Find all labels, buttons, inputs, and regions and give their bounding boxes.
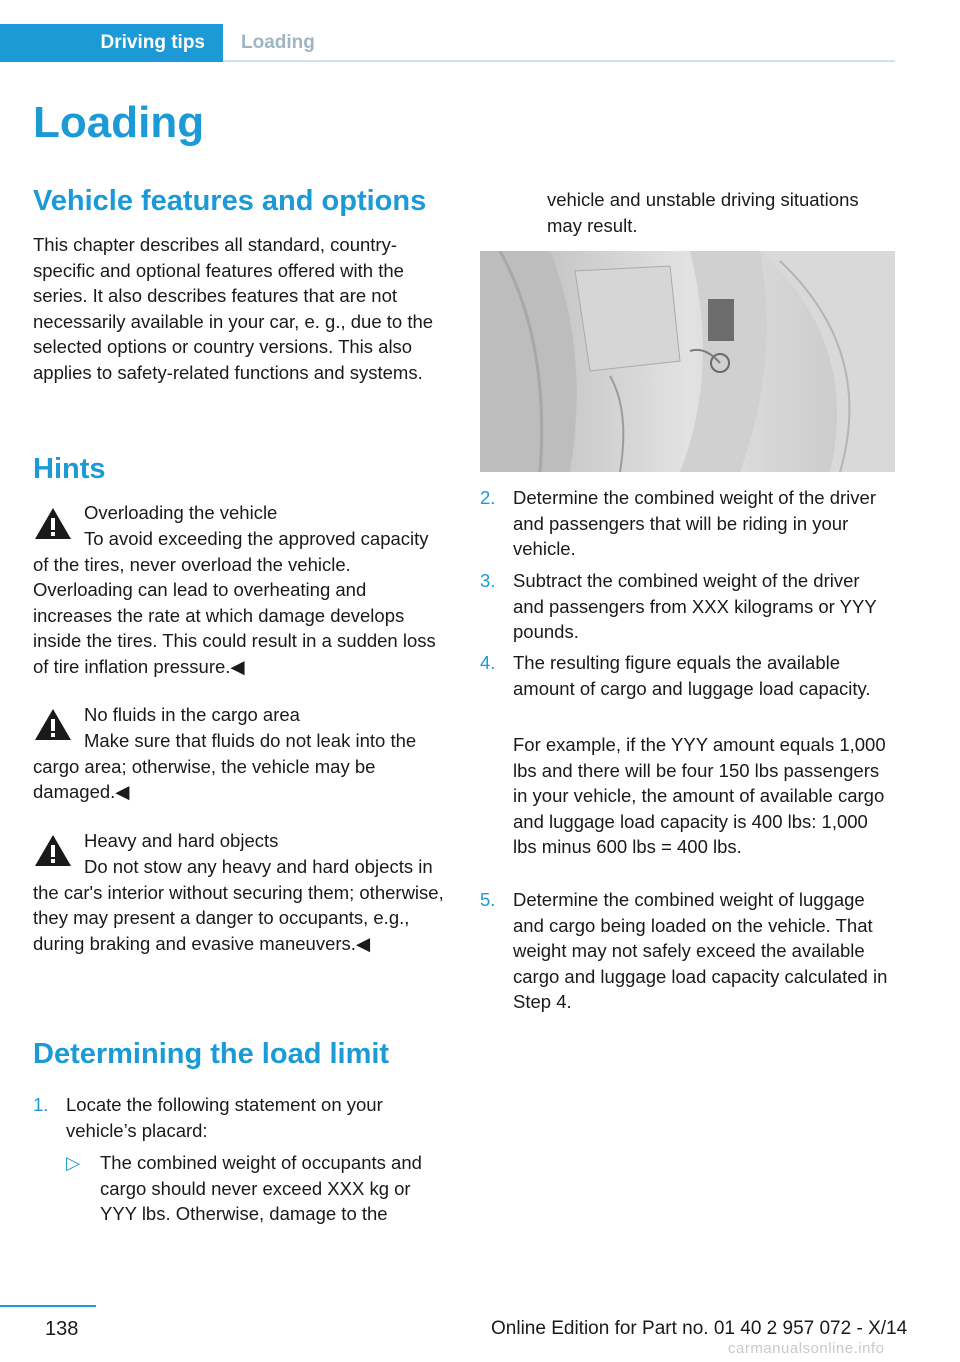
- step-text: Subtract the combined weight of the driver and passengers from XXX kilograms or YYY pounds.: [513, 570, 877, 642]
- bullet-arrow-icon: ▷: [66, 1152, 81, 1173]
- step-number: 5.: [480, 889, 496, 910]
- header-section-tab: Driving tips: [0, 24, 223, 62]
- watermark: carmanualsonline.info: [728, 1340, 885, 1357]
- footer-rule: [0, 1305, 96, 1307]
- step-text: The resulting figure equals the available amount of cargo and luggage load capacity.: [513, 652, 871, 699]
- header-subsection-tab: Loading: [241, 32, 315, 53]
- step-number: 2.: [480, 487, 496, 508]
- header-rule: [223, 60, 895, 62]
- heading-load-limit: Determining the load limit: [33, 1038, 390, 1070]
- footer-edition: Online Edition for Part no. 01 40 2 957 072 - X/14: [491, 1318, 908, 1339]
- warning-body: To avoid exceeding the approved capacity of the tires, never overload the vehicle. Overloading can lead to overheating and increases the rate at which damage develops inside the tires. This could result in a sudden loss of tire inflation pressure.◀: [33, 528, 436, 677]
- step-text: Determine the combined weight of the driver and passengers that will be riding in your vehicle.: [513, 487, 876, 559]
- page-title: Loading: [33, 98, 205, 147]
- heading-vehicle-features: Vehicle features and options: [33, 185, 427, 217]
- bullet-text-continued: vehicle and unstable driving situations may result.: [547, 189, 859, 236]
- cargo-area-photo: [480, 251, 895, 472]
- step-text: Determine the combined weight of luggage and cargo being loaded on the vehicle. That weight may not safely exceed the available cargo and luggage load capacity calculated in Step 4.: [513, 889, 888, 1012]
- warning-title: No fluids in the cargo area: [84, 704, 300, 725]
- warning-body: Do not stow any heavy and hard objects in the car's interior without securing them; otherwise, they may present a danger to occupants, e.g., during braking and evasive maneuvers.◀: [33, 856, 444, 954]
- step-example: For example, if the YYY amount equals 1,000 lbs and there will be four 150 lbs passengers in your vehicle, the amount of available cargo and luggage load capacity is 400 lbs: 1,000 lbs minus 600 lbs = 400 lbs.: [513, 734, 886, 857]
- vehicle-features-body: This chapter describes all standard, country-specific and optional features offered with the series. It also describes features that are not necessarily available in your car, e. g., due to the selected options or country versions. This also applies to safety-related functions and systems.: [33, 234, 434, 383]
- step-number: 4.: [480, 652, 496, 673]
- warning-body: Make sure that fluids do not leak into the cargo area; otherwise, the vehicle may be damaged.◀: [33, 730, 417, 802]
- warning-title: Heavy and hard objects: [84, 830, 279, 851]
- step-number: 1.: [33, 1094, 49, 1115]
- step-text: Locate the following statement on your vehicle’s placard:: [66, 1094, 383, 1141]
- bullet-text: The combined weight of occupants and cargo should never exceed XXX kg or YYY lbs. Otherwise, damage to the: [100, 1152, 422, 1224]
- page-number: 138: [45, 1318, 79, 1340]
- step-number: 3.: [480, 570, 496, 591]
- warning-title: Overloading the vehicle: [84, 502, 278, 523]
- heading-hints: Hints: [33, 453, 106, 485]
